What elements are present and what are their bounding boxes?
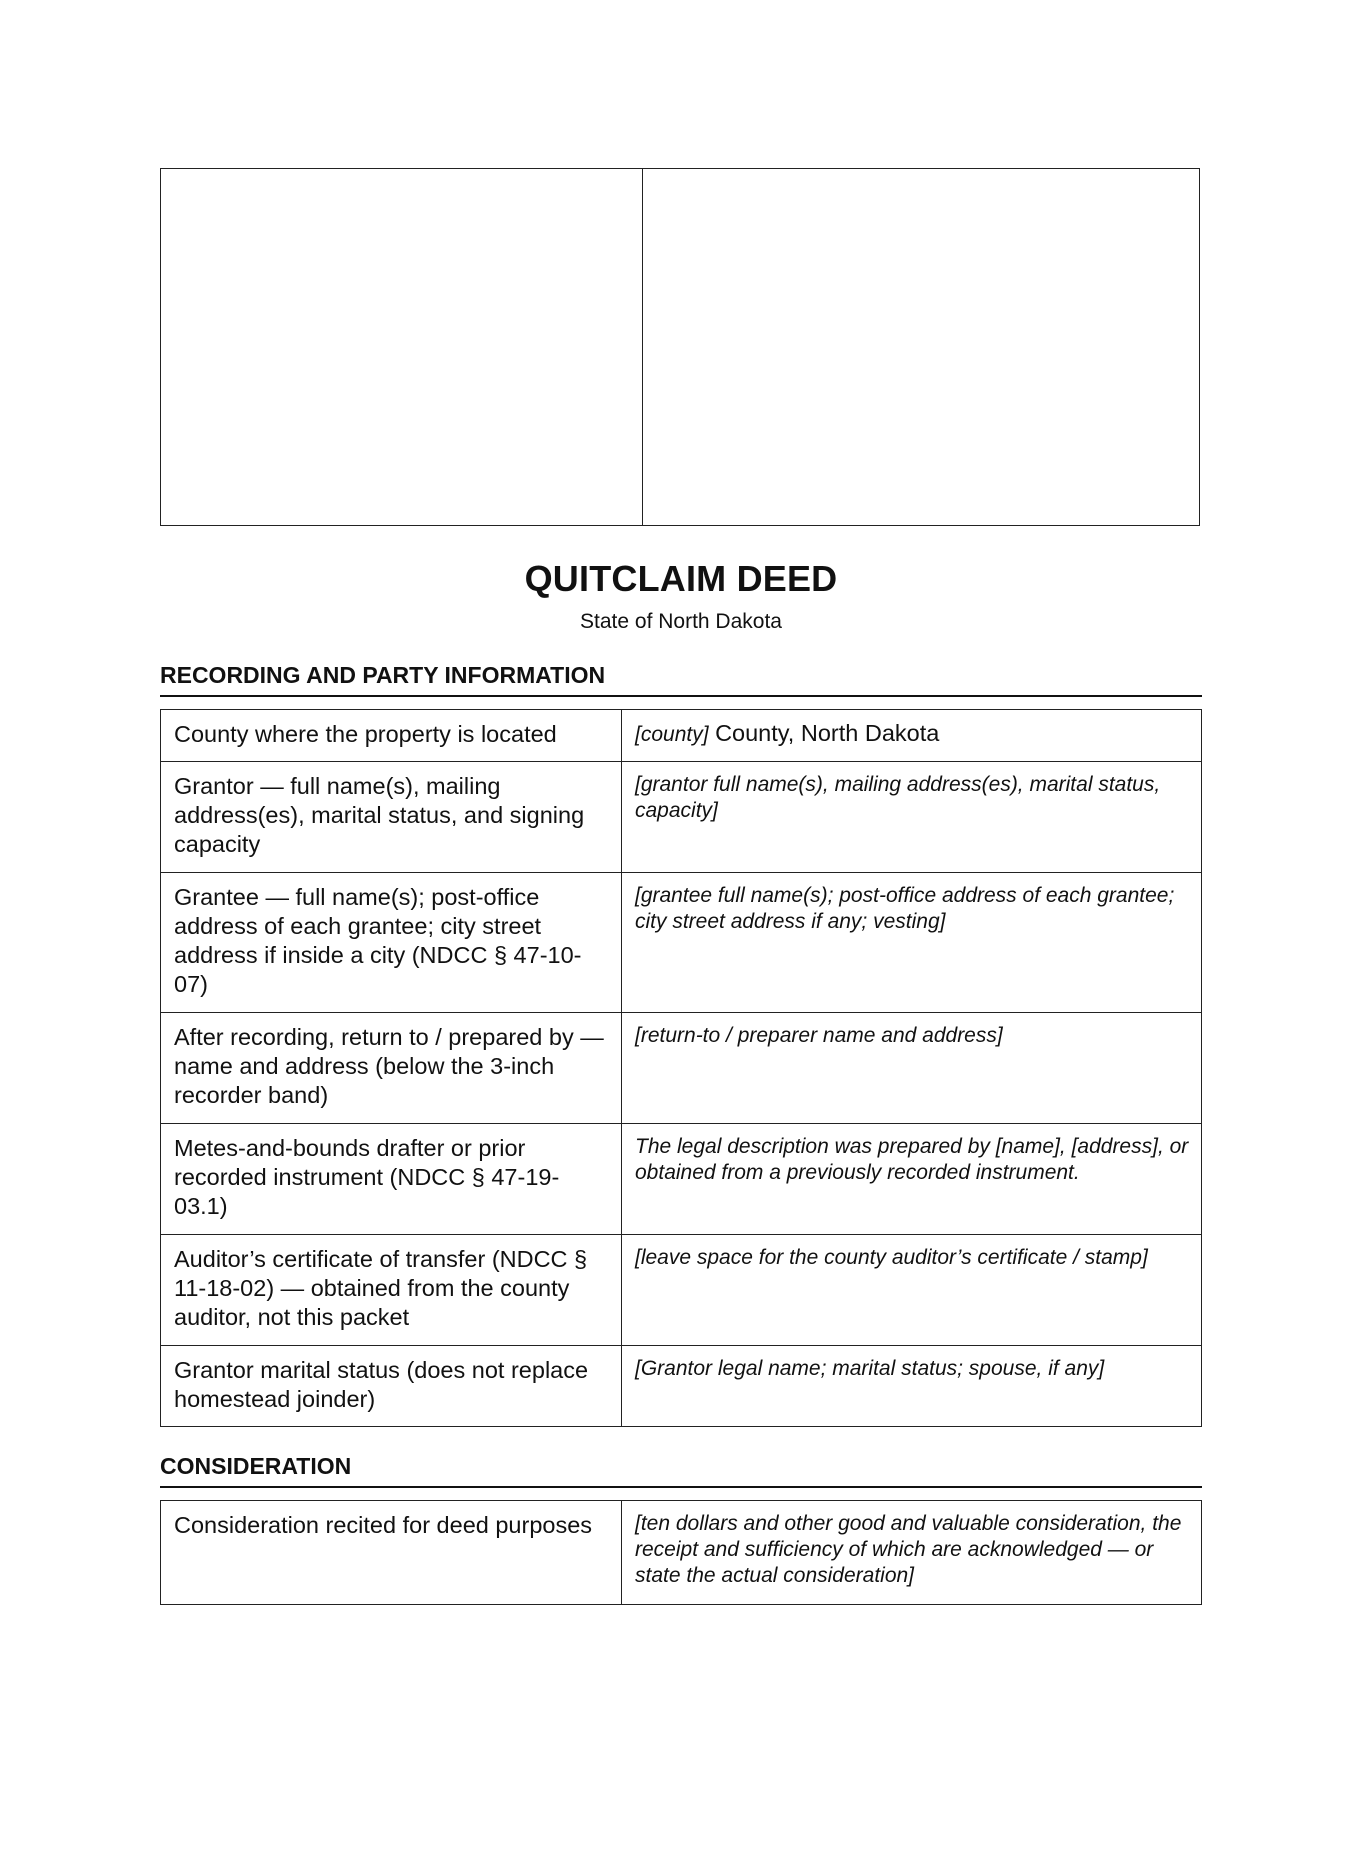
row-value-return-to[interactable]: [return-to / preparer name and address] xyxy=(622,1013,1202,1124)
table-row xyxy=(161,1346,1202,1427)
row-label-auditor-certificate: Auditor’s certificate of transfer (NDCC § 11-18-02) — obtained from the county auditor, not this packet xyxy=(161,1235,622,1346)
row-value-drafter[interactable]: The legal description was prepared by [name], [address], or obtained from a previously recorded instrument. xyxy=(622,1124,1202,1235)
table-row xyxy=(161,1013,1202,1124)
consideration-table xyxy=(160,1500,1202,1605)
row-label-marital-status: Grantor marital status (does not replace homestead joinder) xyxy=(161,1346,622,1427)
table-row xyxy=(161,710,1202,762)
county-suffix: County, North Dakota xyxy=(708,720,940,746)
row-label-county: County where the property is located xyxy=(161,710,622,762)
section-heading-recording: RECORDING AND PARTY INFORMATION xyxy=(160,662,1202,697)
row-label-grantor: Grantor — full name(s), mailing address(es), marital status, and signing capacity xyxy=(161,762,622,873)
row-value-grantor[interactable]: [grantor full name(s), mailing address(es), marital status, capacity] xyxy=(622,762,1202,873)
row-value-marital-status[interactable]: [Grantor legal name; marital status; spouse, if any] xyxy=(622,1346,1202,1427)
recording-party-table xyxy=(160,709,1202,1427)
row-label-grantee: Grantee — full name(s); post-office address of each grantee; city street address if inside a city (NDCC § 47-10-07) xyxy=(161,873,622,1013)
row-value-grantee[interactable]: [grantee full name(s); post-office address of each grantee; city street address if any; vesting] xyxy=(622,873,1202,1013)
recorder-band xyxy=(160,168,1200,526)
row-label-return-to: After recording, return to / prepared by — name and address (below the 3-inch recorder band) xyxy=(161,1013,622,1124)
document-title: QUITCLAIM DEED xyxy=(524,558,838,599)
table-row xyxy=(161,873,1202,1013)
table-row xyxy=(161,762,1202,873)
table-row xyxy=(161,1235,1202,1346)
recorder-box-left xyxy=(161,169,643,525)
recorder-box-right xyxy=(643,169,1199,525)
table-row xyxy=(161,1124,1202,1235)
section-heading-consideration: CONSIDERATION xyxy=(160,1453,1202,1488)
county-placeholder: [county] xyxy=(635,723,709,746)
row-label-drafter: Metes-and-bounds drafter or prior recorded instrument (NDCC § 47-19-03.1) xyxy=(161,1124,622,1235)
row-value-county[interactable] xyxy=(622,710,1202,762)
document-subtitle: State of North Dakota xyxy=(580,610,782,633)
row-value-consideration[interactable]: [ten dollars and other good and valuable consideration, the receipt and sufficiency of which are acknowledged — or state the actual consideration] xyxy=(622,1501,1202,1605)
table-row xyxy=(161,1501,1202,1605)
row-label-consideration: Consideration recited for deed purposes xyxy=(161,1501,622,1605)
row-value-auditor-certificate[interactable]: [leave space for the county auditor’s certificate / stamp] xyxy=(622,1235,1202,1346)
